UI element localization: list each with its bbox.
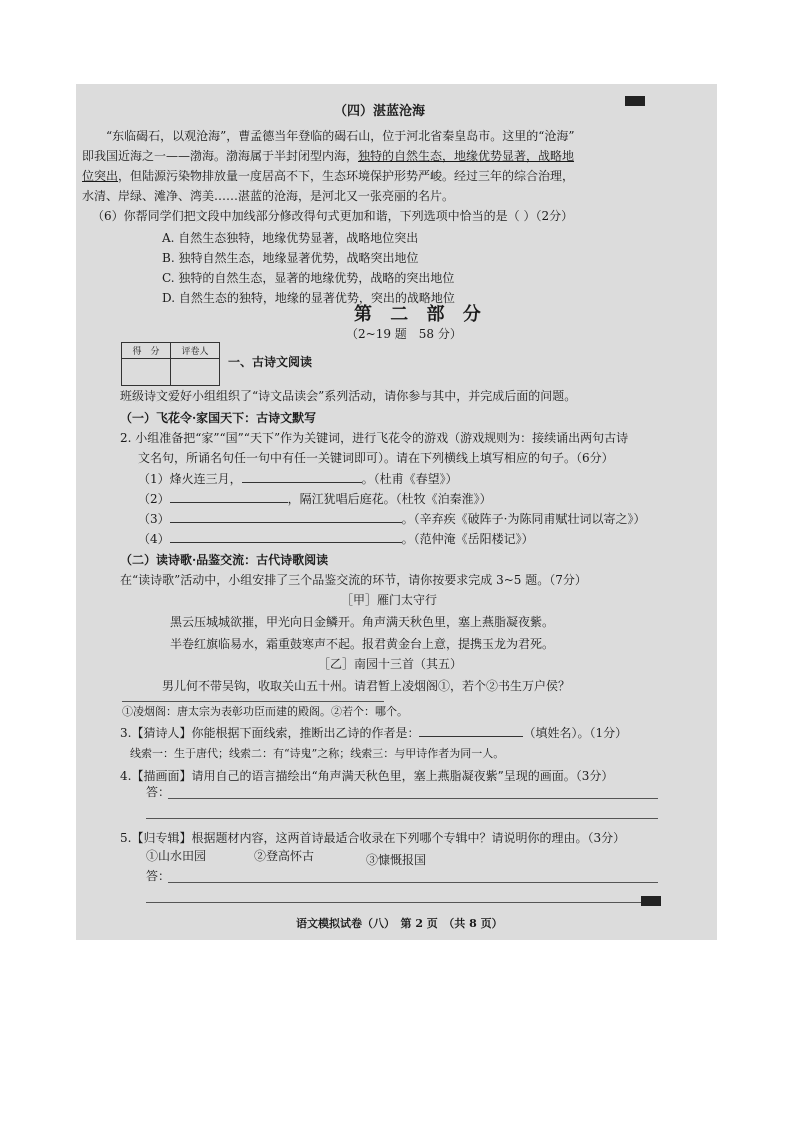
q4-answer-line[interactable] bbox=[146, 818, 658, 819]
q5-line1: 5.【归专辑】根据题材内容，这两首诗最适合收录在下列哪个专辑中？请说明你的理由。（3分） bbox=[120, 831, 626, 845]
poem2-line1: 男儿何不带吴钩，收取关山五十州。请君暂上凌烟阁①，若个②书生万户侯？ bbox=[162, 679, 571, 693]
underlined-text-cont: 位突出 bbox=[82, 169, 119, 183]
author-blank[interactable] bbox=[419, 724, 523, 737]
q2-item1: （1）烽火连三月， 。（杜甫《春望》） bbox=[138, 472, 458, 486]
q2-item3: （3） 。（辛弃疾《破阵子·为陈同甫赋壮词以寄之》） bbox=[138, 512, 646, 526]
subsection1-title: （一）飞花令·家国天下：古诗文默写 bbox=[120, 411, 317, 425]
q4-answer-label: 答： bbox=[146, 785, 171, 799]
q3-line2: 线索一：生于唐代；线索二：有“诗鬼”之称；线索三：与甲诗作者为同一人。 bbox=[130, 747, 505, 760]
poem2-title: ［乙］南园十三首（其五） bbox=[318, 657, 463, 671]
answer-blank[interactable] bbox=[242, 470, 362, 483]
q5-option1: ①山水田园 bbox=[146, 849, 207, 863]
score-cell bbox=[122, 359, 171, 386]
q2-line2: 文名句，所诵名句任一句中有任一关键词即可）。请在下列横线上填写相应的句子。（6分） bbox=[138, 451, 614, 465]
answer-blank[interactable] bbox=[170, 530, 402, 543]
footnote: ①凌烟阁：唐太宗为表彰功臣而建的殿阁。②若个：哪个。 bbox=[122, 705, 408, 718]
part2-subtitle: （2~19 题 58 分） bbox=[346, 327, 462, 341]
grader-cell bbox=[171, 359, 220, 386]
q5-answer-line[interactable] bbox=[146, 902, 658, 903]
score-label: 得 分 bbox=[122, 343, 171, 359]
q2-line1: 2. 小组准备把“家”“国”“天下”作为关键词，进行飞花令的游戏（游戏规则为：接续诵出两句古诗 bbox=[120, 431, 629, 445]
q6-stem: （6）你帮同学们把文段中加线部分修改得句式更加和谐，下列选项中恰当的是（ ）（2分） bbox=[92, 209, 574, 223]
q4-line1: 4.【描画面】请用自己的语言描绘出“角声满天秋色里，塞上燕脂凝夜紫”呈现的画面。（3分） bbox=[120, 769, 614, 783]
poem1-title: ［甲］雁门太守行 bbox=[341, 593, 438, 607]
para1-line4: 水清、岸绿、滩净、湾美……湛蓝的沧海，是河北又一张亮丽的名片。 bbox=[82, 189, 455, 203]
poem1-line1: 黑云压城城欲摧，甲光向日金鳞开。角声满天秋色里，塞上燕脂凝夜紫。 bbox=[170, 615, 555, 629]
grader-label: 评卷人 bbox=[171, 343, 220, 359]
answer-blank[interactable] bbox=[170, 510, 402, 523]
part2-title: 第 二 部 分 bbox=[354, 304, 487, 325]
q5-option2: ②登高怀古 bbox=[254, 849, 315, 863]
q5-answer-label: 答： bbox=[146, 869, 171, 883]
q2-item4: （4） 。（范仲淹《岳阳楼记》） bbox=[138, 532, 534, 546]
registration-mark-top bbox=[625, 96, 645, 106]
note-divider bbox=[122, 701, 384, 702]
q4-answer-line[interactable] bbox=[168, 798, 658, 799]
para1-line3: 位突出，但陆源污染物排放量一度居高不下，生态环境保护形势严峻。经过三年的综合治理， bbox=[82, 169, 575, 183]
q2-item2: （2） ，隔江犹唱后庭花。（杜牧《泊秦淮》） bbox=[138, 492, 492, 506]
q6-option-d: D. 自然生态的独特，地缘的显著优势，突出的战略地位 bbox=[162, 291, 455, 305]
q5-answer-line[interactable] bbox=[168, 882, 658, 883]
q6-option-a: A. 自然生态独特，地缘优势显著，战略地位突出 bbox=[162, 231, 419, 245]
section1-title: 一、古诗文阅读 bbox=[228, 355, 313, 369]
section4-title: （四）湛蓝沧海 bbox=[334, 104, 426, 119]
para1-line2: 即我国近海之一——渤海。渤海属于半封闭型内海，独特的自然生态，地缘优势显著，战略地 bbox=[82, 149, 575, 163]
exam-page bbox=[76, 84, 717, 940]
q6-option-c: C. 独特的自然生态，显著的地缘优势，战略的突出地位 bbox=[162, 271, 455, 285]
intro-text: 班级诗文爱好小组组织了“诗文品读会”系列活动，请你参与其中，并完成后面的问题。 bbox=[120, 389, 577, 403]
subsection2-title: （二）读诗歌·品鉴交流：古代诗歌阅读 bbox=[120, 553, 329, 567]
q3-line1: 3.【猜诗人】你能根据下面线索，推断出乙诗的作者是： （填姓名）。（1分） bbox=[120, 726, 628, 740]
answer-blank[interactable] bbox=[170, 490, 288, 503]
underlined-text: 独特的自然生态，地缘优势显著，战略地 bbox=[358, 149, 575, 163]
intro2-text: 在“读诗歌”活动中，小组安排了三个品鉴交流的环节，请你按要求完成 3~5 题。（7分） bbox=[120, 573, 587, 587]
score-box bbox=[121, 342, 220, 386]
q5-option3: ③慷慨报国 bbox=[366, 853, 427, 867]
page-footer: 语文模拟试卷（八） 第 2 页 （共 8 页） bbox=[296, 917, 503, 930]
q6-option-b: B. 独特自然生态，地缘显著优势，战略突出地位 bbox=[162, 251, 419, 265]
para1-line1: “东临碣石，以观沧海”，曹孟德当年登临的碣石山，位于河北省秦皇岛市。这里的“沧海” bbox=[106, 129, 575, 143]
poem1-line2: 半卷红旗临易水，霜重鼓寒声不起。报君黄金台上意，提携玉龙为君死。 bbox=[170, 637, 555, 651]
registration-mark-bottom bbox=[641, 896, 661, 906]
